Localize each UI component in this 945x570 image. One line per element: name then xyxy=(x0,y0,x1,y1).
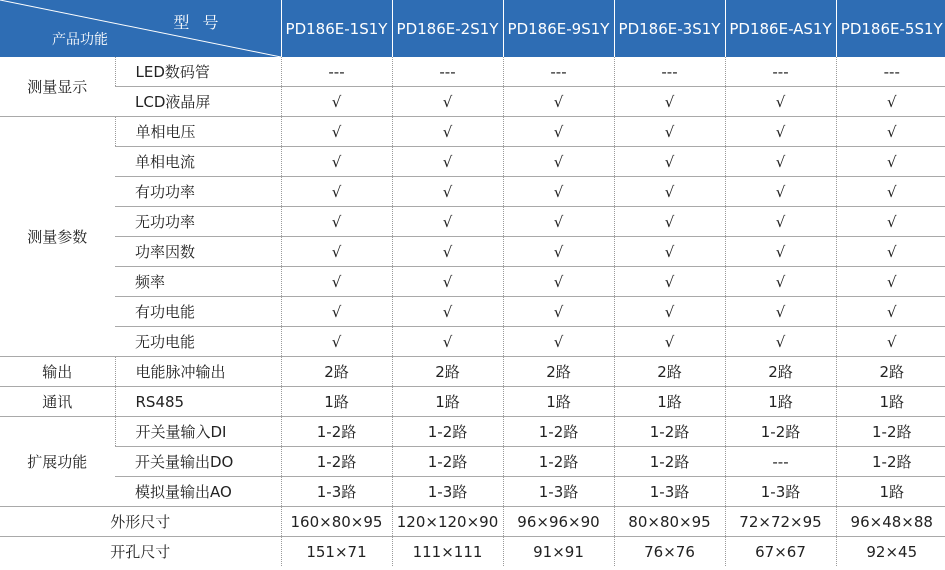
value-cell: --- xyxy=(725,447,836,477)
item-label: 电能脉冲输出 xyxy=(115,357,281,387)
item-label: 有功电能 xyxy=(115,297,281,327)
value-cell: √ xyxy=(836,267,945,297)
header-row xyxy=(0,0,945,57)
value-cell: 1路 xyxy=(281,387,392,417)
value-cell: √ xyxy=(614,297,725,327)
group-label: 输出 xyxy=(0,357,115,387)
value-cell: 1-3路 xyxy=(281,477,392,507)
value-cell: √ xyxy=(503,177,614,207)
value-cell: --- xyxy=(836,57,945,87)
table-row xyxy=(0,267,945,297)
value-cell: 1-2路 xyxy=(836,447,945,477)
group-label: 测量显示 xyxy=(0,57,115,117)
value-cell: √ xyxy=(614,237,725,267)
diagonal-divider xyxy=(0,0,281,57)
value-cell: √ xyxy=(392,327,503,357)
value-cell: --- xyxy=(614,57,725,87)
value-cell: 92×45 xyxy=(836,537,945,567)
value-cell: 1-2路 xyxy=(836,417,945,447)
value-cell: 1路 xyxy=(614,387,725,417)
table-row xyxy=(0,297,945,327)
table-row xyxy=(0,87,945,117)
value-cell: √ xyxy=(503,87,614,117)
value-cell: √ xyxy=(281,147,392,177)
value-cell: √ xyxy=(614,267,725,297)
table-row xyxy=(0,327,945,357)
value-cell: 1-2路 xyxy=(281,447,392,477)
item-label: 无功功率 xyxy=(115,207,281,237)
value-cell: √ xyxy=(614,207,725,237)
value-cell: √ xyxy=(725,267,836,297)
model-header: PD186E-1S1Y xyxy=(281,0,392,57)
value-cell: 120×120×90 xyxy=(392,507,503,537)
value-cell: √ xyxy=(281,327,392,357)
item-label: 开关量输入DI xyxy=(115,417,281,447)
value-cell: √ xyxy=(503,147,614,177)
table-row xyxy=(0,387,945,417)
value-cell: 1-2路 xyxy=(281,417,392,447)
value-cell: --- xyxy=(392,57,503,87)
value-cell: √ xyxy=(725,117,836,147)
value-cell: √ xyxy=(836,327,945,357)
value-cell: √ xyxy=(281,207,392,237)
group-label: 测量参数 xyxy=(0,117,115,357)
value-cell: √ xyxy=(725,147,836,177)
value-cell: 1-2路 xyxy=(392,417,503,447)
value-cell: √ xyxy=(392,297,503,327)
value-cell: √ xyxy=(725,327,836,357)
value-cell: --- xyxy=(725,57,836,87)
table-row xyxy=(0,477,945,507)
item-label: 功率因数 xyxy=(115,237,281,267)
table-row xyxy=(0,57,945,87)
item-label: RS485 xyxy=(115,387,281,417)
value-cell: 1-3路 xyxy=(503,477,614,507)
table-row xyxy=(0,237,945,267)
value-cell: 151×71 xyxy=(281,537,392,567)
item-label: 频率 xyxy=(115,267,281,297)
value-cell: √ xyxy=(281,177,392,207)
value-cell: 1路 xyxy=(392,387,503,417)
value-cell: √ xyxy=(503,117,614,147)
value-cell: 2路 xyxy=(392,357,503,387)
value-cell: 2路 xyxy=(836,357,945,387)
value-cell: 1-3路 xyxy=(725,477,836,507)
value-cell: --- xyxy=(281,57,392,87)
value-cell: √ xyxy=(614,87,725,117)
value-cell: √ xyxy=(392,147,503,177)
item-label: 模拟量输出AO xyxy=(115,477,281,507)
value-cell: √ xyxy=(392,117,503,147)
value-cell: 2路 xyxy=(614,357,725,387)
value-cell: √ xyxy=(836,207,945,237)
table-row xyxy=(0,207,945,237)
item-label: 有功功率 xyxy=(115,177,281,207)
value-cell: 67×67 xyxy=(725,537,836,567)
value-cell: √ xyxy=(503,267,614,297)
value-cell: √ xyxy=(281,237,392,267)
table-row xyxy=(0,177,945,207)
value-cell: √ xyxy=(614,177,725,207)
value-cell: √ xyxy=(836,177,945,207)
dimension-label: 外形尺寸 xyxy=(0,507,281,537)
group-label: 通讯 xyxy=(0,387,115,417)
model-header: PD186E-2S1Y xyxy=(392,0,503,57)
model-header: PD186E-3S1Y xyxy=(614,0,725,57)
value-cell: √ xyxy=(725,177,836,207)
item-label: 无功电能 xyxy=(115,327,281,357)
value-cell: 1路 xyxy=(836,387,945,417)
value-cell: √ xyxy=(614,147,725,177)
table-row xyxy=(0,117,945,147)
value-cell: 2路 xyxy=(725,357,836,387)
value-cell: √ xyxy=(836,237,945,267)
value-cell: √ xyxy=(392,177,503,207)
value-cell: √ xyxy=(392,87,503,117)
value-cell: 111×111 xyxy=(392,537,503,567)
item-label: 单相电流 xyxy=(115,147,281,177)
value-cell: √ xyxy=(392,267,503,297)
value-cell: √ xyxy=(836,87,945,117)
table-row xyxy=(0,537,945,567)
value-cell: 1-2路 xyxy=(503,417,614,447)
table-row xyxy=(0,147,945,177)
value-cell: √ xyxy=(392,237,503,267)
value-cell: 160×80×95 xyxy=(281,507,392,537)
model-header: PD186E-9S1Y xyxy=(503,0,614,57)
value-cell: √ xyxy=(392,207,503,237)
table-row xyxy=(0,357,945,387)
value-cell: √ xyxy=(836,297,945,327)
header-corner-cell xyxy=(0,0,281,57)
value-cell: 1-2路 xyxy=(614,417,725,447)
value-cell: 2路 xyxy=(281,357,392,387)
value-cell: 80×80×95 xyxy=(614,507,725,537)
value-cell: 1-3路 xyxy=(614,477,725,507)
value-cell: √ xyxy=(725,297,836,327)
item-label: 单相电压 xyxy=(115,117,281,147)
value-cell: 1-2路 xyxy=(392,447,503,477)
value-cell: √ xyxy=(725,207,836,237)
value-cell: √ xyxy=(836,117,945,147)
model-label: 型 号 xyxy=(173,13,223,32)
value-cell: √ xyxy=(503,297,614,327)
item-label: LED数码管 xyxy=(115,57,281,87)
table-row xyxy=(0,417,945,447)
item-label: LCD液晶屏 xyxy=(115,87,281,117)
value-cell: √ xyxy=(281,297,392,327)
value-cell: √ xyxy=(503,327,614,357)
item-label: 开关量输出DO xyxy=(115,447,281,477)
value-cell: √ xyxy=(614,117,725,147)
value-cell: 1-2路 xyxy=(503,447,614,477)
value-cell: 96×96×90 xyxy=(503,507,614,537)
table-row xyxy=(0,507,945,537)
dimension-label: 开孔尺寸 xyxy=(110,543,171,561)
value-cell: 1-2路 xyxy=(614,447,725,477)
model-header: PD186E-AS1Y xyxy=(725,0,836,57)
group-label: 扩展功能 xyxy=(0,417,115,507)
value-cell: √ xyxy=(503,237,614,267)
value-cell: 2路 xyxy=(503,357,614,387)
table-row xyxy=(0,447,945,477)
value-cell: 1路 xyxy=(725,387,836,417)
value-cell: √ xyxy=(281,87,392,117)
value-cell: 1-2路 xyxy=(725,417,836,447)
value-cell: 76×76 xyxy=(614,537,725,567)
value-cell: √ xyxy=(725,237,836,267)
value-cell: 1路 xyxy=(836,477,945,507)
value-cell: √ xyxy=(503,207,614,237)
function-label: 产品功能 xyxy=(52,32,108,48)
value-cell: 91×91 xyxy=(503,537,614,567)
value-cell: 1路 xyxy=(503,387,614,417)
value-cell: √ xyxy=(281,117,392,147)
model-header: PD186E-5S1Y xyxy=(836,0,945,57)
value-cell: √ xyxy=(836,147,945,177)
value-cell: --- xyxy=(503,57,614,87)
table-body xyxy=(0,57,945,566)
value-cell: √ xyxy=(725,87,836,117)
value-cell: √ xyxy=(281,267,392,297)
value-cell: 1-3路 xyxy=(392,477,503,507)
value-cell: 96×48×88 xyxy=(836,507,945,537)
value-cell: 72×72×95 xyxy=(725,507,836,537)
value-cell: √ xyxy=(614,327,725,357)
